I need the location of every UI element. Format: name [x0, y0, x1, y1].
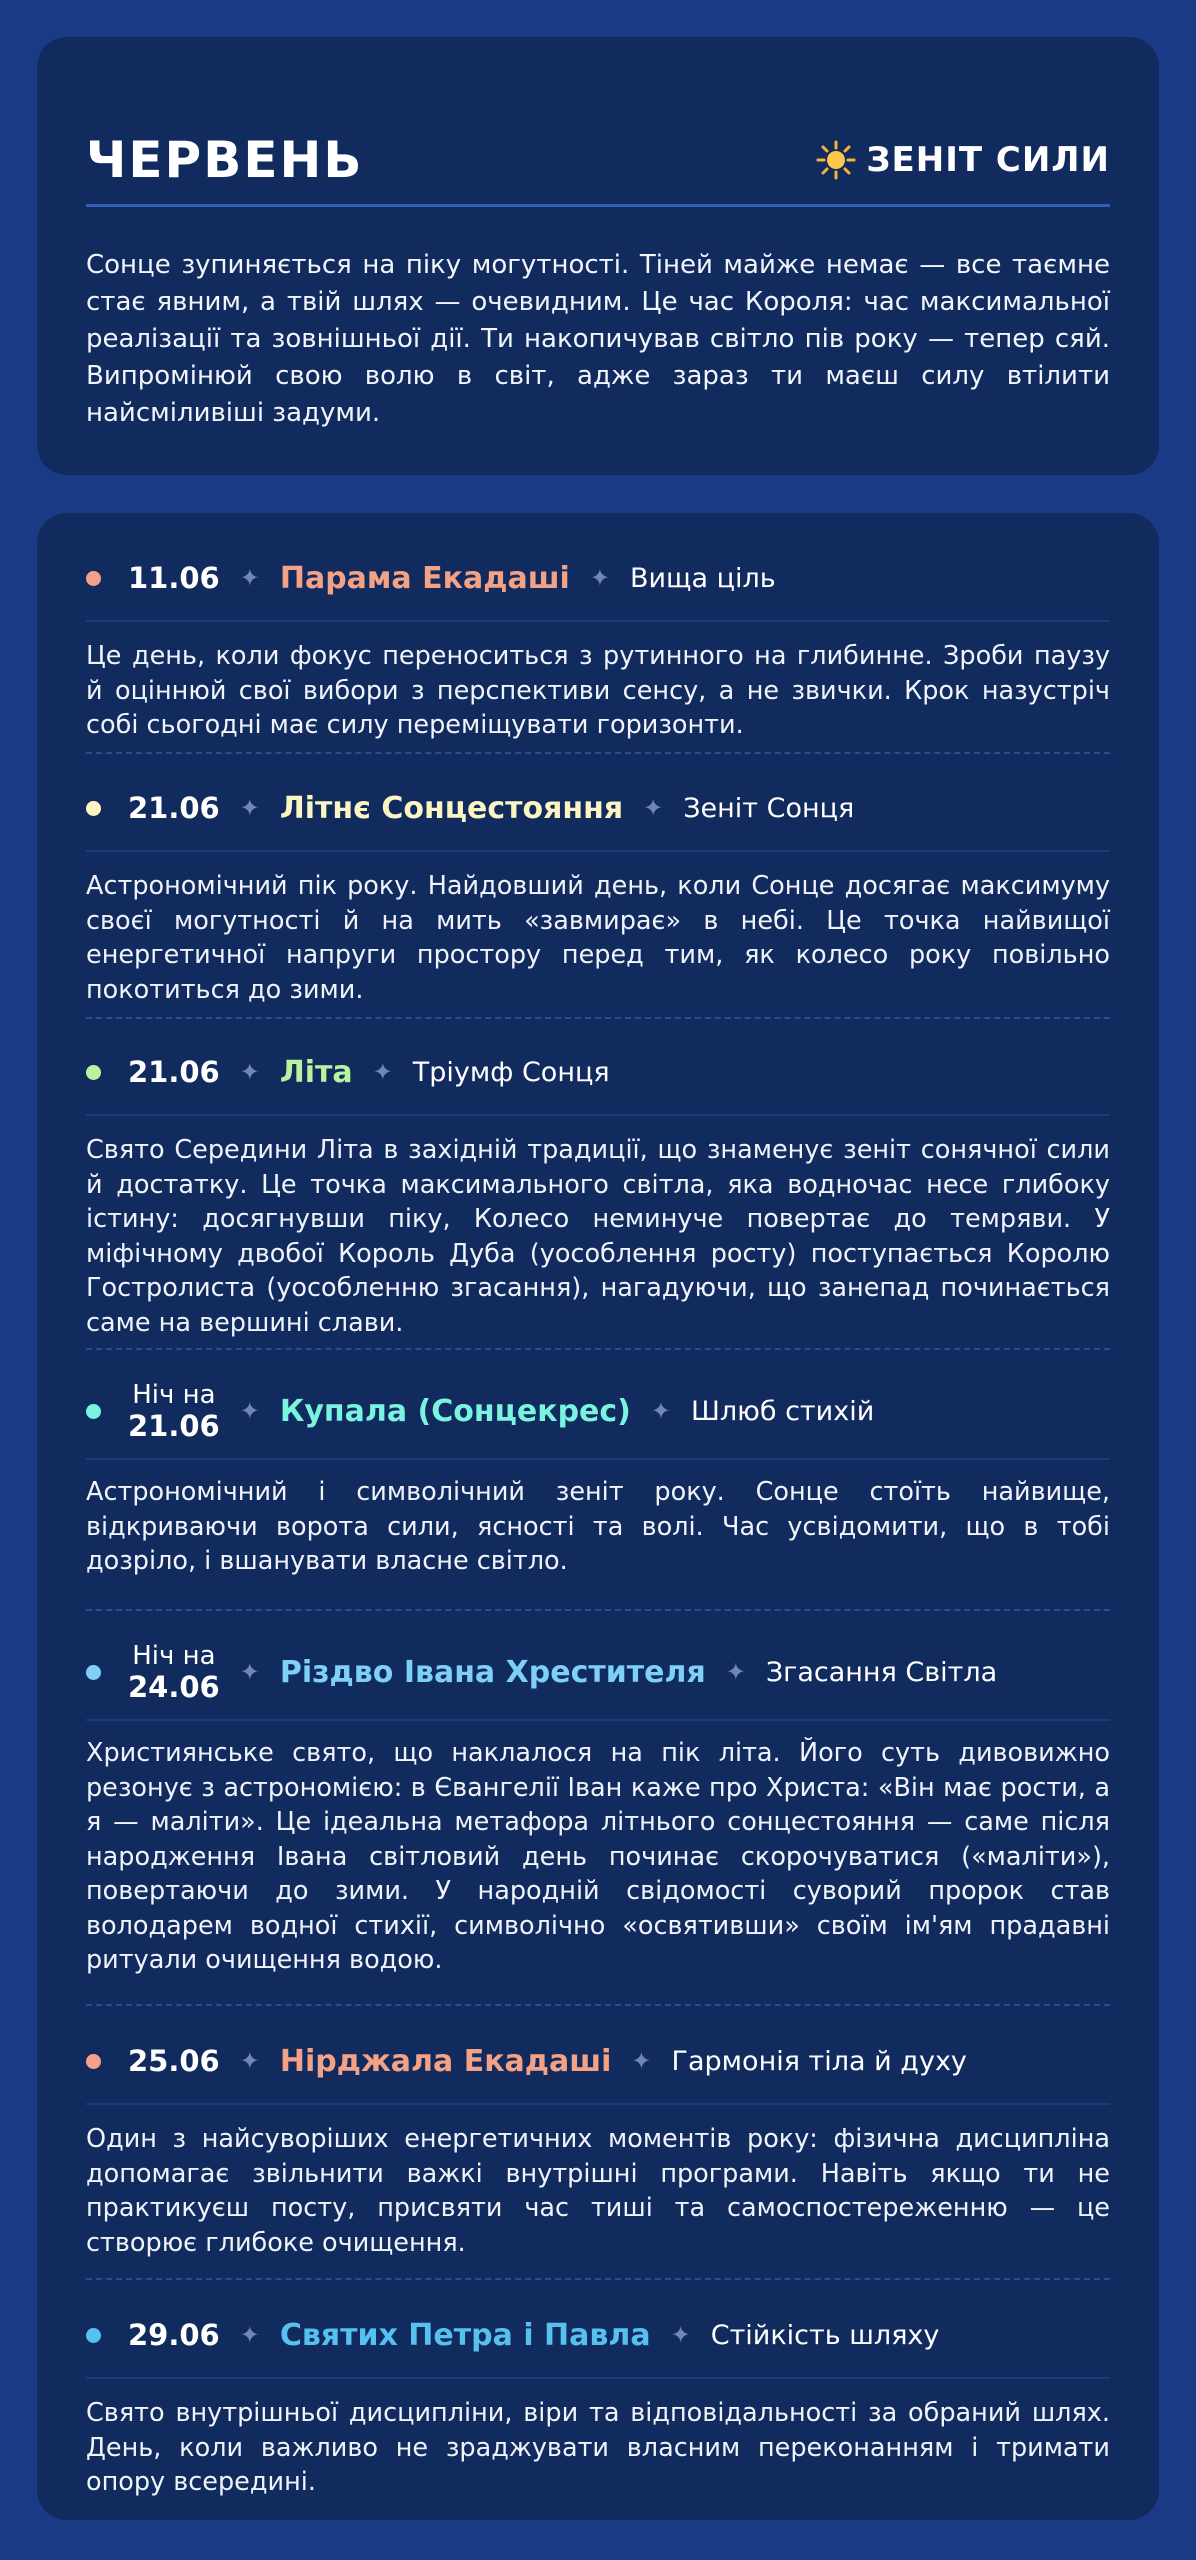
event-item: [86, 2305, 1110, 2500]
event-header-divider: [86, 1114, 1110, 1116]
event-header-divider: [86, 1458, 1110, 1460]
event-subtitle: Згасання Світла: [765, 1656, 998, 1688]
sun-icon: [816, 140, 856, 180]
event-subtitle: Тріумф Сонця: [412, 1056, 610, 1088]
event-description: Це день, коли фокус переноситься з рутинного на глибинне. Зроби паузу й оціннюй свої вибори з перспективи сенсу, а не звички. Крок назустріч собі сьогодні має силу переміщувати горизонти.: [86, 641, 1110, 740]
event-title: Різдво Івана Хрестителя: [279, 1654, 706, 1690]
event-date: 29.06: [128, 2317, 220, 2352]
event-dot: [86, 2328, 101, 2343]
event-header-divider: [86, 2377, 1110, 2379]
event-subtitle: Вища ціль: [629, 562, 776, 594]
event-header-divider: [86, 1719, 1110, 1721]
event-header: [86, 548, 1110, 608]
event-title: Купала (Сонцекрес): [279, 1393, 631, 1429]
month-header-card: [37, 37, 1159, 475]
event-divider: [86, 1017, 1110, 1019]
separator-icon: ✦: [589, 564, 610, 592]
event-header: [86, 778, 1110, 838]
event-dot: [86, 571, 101, 586]
month-intro: Сонце зупиняється на піку могутності. Тіней майже немає — все таємне стає явним, а твій шлях — очевидним. Це час Короля: час максимальної реалізації та зовнішньої дії. Ти накопичував світло пів року — тепер сяй. Випромінюй свою волю в світ, адже зараз ти маєш силу втілити найсміливіші задуми.: [86, 250, 1110, 428]
event-date: 25.06: [128, 2043, 220, 2078]
event-title: Парама Екадаші: [279, 560, 570, 596]
event-divider: [86, 1348, 1110, 1350]
event-subtitle: Шлюб стихій: [691, 1395, 875, 1427]
separator-icon: ✦: [643, 794, 664, 822]
separator-icon: ✦: [725, 1658, 746, 1686]
event-dot: [86, 801, 101, 816]
event-header-divider: [86, 850, 1110, 852]
event-subtitle: Зеніт Сонця: [683, 792, 855, 824]
event-item: [86, 1637, 1110, 1978]
event-date: 21.06: [128, 1054, 220, 1089]
event-item: [86, 778, 1110, 1007]
event-description: Один з найсуворіших енергетичних моментів року: фізична дисципліна допомагає звільнити важкі внутрішні програми. Навіть якщо ти не практикуєш посту, присвяти час тиші та самоспостереженню — це створює глибоке очищення.: [86, 2124, 1110, 2258]
event-description: Астрономічний і символічний зеніт року. Сонце стоїть найвище, відкриваючи ворота сили, ясності та волі. Час усвідомити, що в тобі дозріло, і вшанувати власне світло.: [86, 1477, 1110, 1576]
event-dot: [86, 1404, 101, 1419]
event-subtitle: Стійкість шляху: [710, 2319, 940, 2351]
event-date: 21.06: [128, 790, 220, 825]
event-header: [86, 1376, 1110, 1446]
event-date: [128, 1380, 220, 1442]
event-header-divider: [86, 620, 1110, 622]
event-divider: [86, 2004, 1110, 2006]
event-description: Християнське свято, що наклалося на пік літа. Його суть дивовижно резонує з астрономією: в Євангелії Іван каже про Христа: «Він має рости, а я — маліти». Це ідеальна метафора літнього сонцестояння — саме після народження Івана світловий день починає скорочуватися («маліти»), повертаючи до зими. У народній свідомості суворий пророк став володарем водної стихії, символічно «освятивши» своїм ім'ям прадавні ритуали очищення водою.: [86, 1738, 1110, 1975]
events-card: [37, 513, 1159, 2520]
event-divider: [86, 1609, 1110, 1611]
event-header: [86, 1042, 1110, 1102]
event-date-prefix: Ніч на: [132, 1641, 216, 1671]
event-description: Свято внутрішньої дисципліни, віри та відповідальності за обраний шлях. День, коли важливо не зраджувати власним переконанням і тримати опору всередині.: [86, 2398, 1110, 2497]
separator-icon: ✦: [239, 1397, 260, 1425]
event-title: Нірджала Екадаші: [279, 2043, 612, 2079]
event-subtitle: Гармонія тіла й духу: [671, 2045, 967, 2077]
event-item: [86, 1042, 1110, 1340]
event-date: 11.06: [128, 560, 220, 595]
event-header: [86, 1637, 1110, 1707]
separator-icon: ✦: [239, 1058, 260, 1086]
event-description: Свято Середини Літа в західній традиції, що знаменує зеніт сонячної сили й достатку. Це точка максимального світла, яка водночас несе глибоку істину: досягнувши піку, Колесо неминуче повертає до темряви. У міфічному двобої Король Дуба (уособлення росту) поступається Королю Гостролиста (уособленню згасання), нагадуючи, що занепад починається саме на вершині слави.: [86, 1135, 1110, 1338]
separator-icon: ✦: [650, 1397, 671, 1425]
zenith-label: ЗЕНІТ СИЛИ: [866, 140, 1110, 180]
event-title: Літнє Сонцестояння: [279, 790, 624, 826]
separator-icon: ✦: [670, 2321, 691, 2349]
event-item: [86, 548, 1110, 743]
event-dot: [86, 1065, 101, 1080]
separator-icon: ✦: [631, 2047, 652, 2075]
separator-icon: ✦: [239, 794, 260, 822]
event-header: [86, 2305, 1110, 2365]
event-divider: [86, 2278, 1110, 2280]
event-date-value: 21.06: [128, 1409, 220, 1443]
event-dot: [86, 2054, 101, 2069]
event-title: Святих Петра і Павла: [279, 2317, 651, 2353]
header-row: [86, 115, 1110, 205]
event-item: [86, 1376, 1110, 1579]
event-item: [86, 2031, 1110, 2260]
separator-icon: ✦: [239, 564, 260, 592]
event-date-value: 24.06: [128, 1670, 220, 1704]
event-header-divider: [86, 2103, 1110, 2105]
header-divider: [86, 204, 1110, 207]
event-description: Астрономічний пік року. Найдовший день, коли Сонце досягає максимуму своєї могутності й на мить «завмирає» в небі. Це точка найвищої енергетичної напруги простору перед тим, як колесо року повільно покотиться до зими.: [86, 871, 1110, 1005]
month-title: ЧЕРВЕНЬ: [86, 131, 364, 189]
event-date: [128, 1641, 220, 1703]
separator-icon: ✦: [239, 1658, 260, 1686]
separator-icon: ✦: [239, 2321, 260, 2349]
separator-icon: ✦: [372, 1058, 393, 1086]
separator-icon: ✦: [239, 2047, 260, 2075]
event-title: Літа: [279, 1054, 353, 1090]
zenith-badge: [816, 140, 1110, 180]
event-dot: [86, 1665, 101, 1680]
event-divider: [86, 752, 1110, 754]
event-header: [86, 2031, 1110, 2091]
event-date-prefix: Ніч на: [132, 1380, 216, 1410]
